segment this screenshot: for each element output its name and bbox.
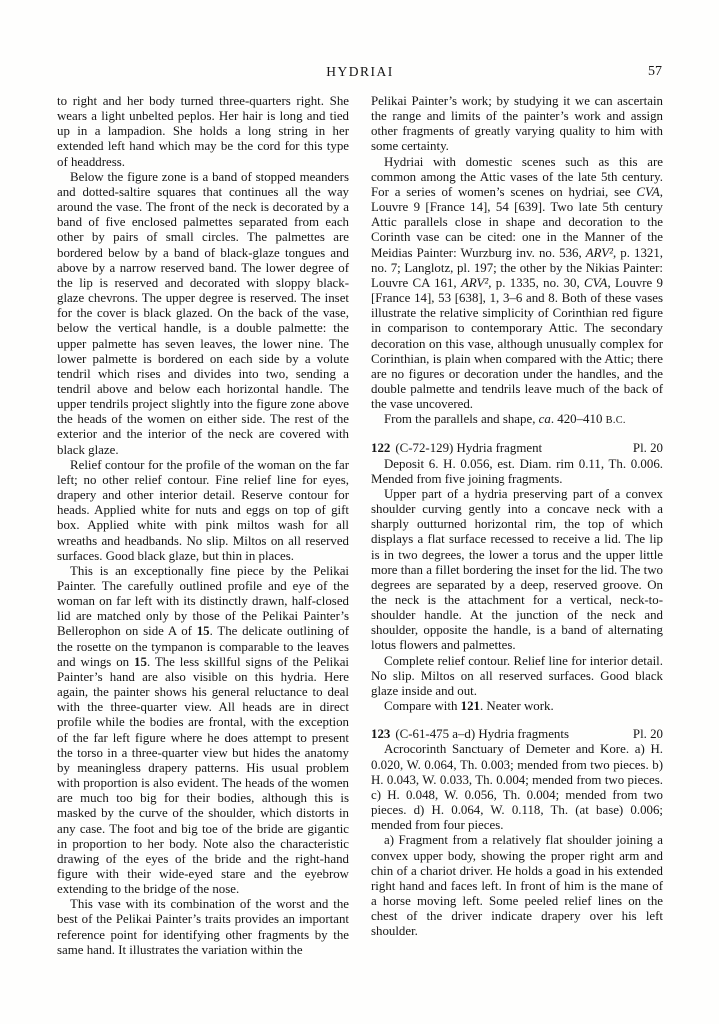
text-run: ARV² <box>460 275 489 290</box>
right-column <box>371 94 663 958</box>
text-run: a) Fragment from a relatively flat shoulder joining a convex upper body, showing the proper right arm and chin of a chariot driver. He holds a goad in his extended right hand and faces left. In front of him is the mane of a horse moving left. Some peeled relief lines on the chest of the driver indicate drapery over his left shoulder. <box>371 833 663 939</box>
entry-title: (C-61-475 a–d) Hydria fragments <box>395 727 569 742</box>
text-run: , Louvre 9 [France 14], 53 [638], 1, 3–6 and 8. Both of these vases illustrate the relative simplicity of Corinthian red figure in comparison to contemporary Attic. The secondary decoration on this vase, although unusually complex for Corinthian, is plain when compared with the Attic; there are no figures or decoration under the handles, and the double palmette and tendrils leave much of the back of the vase uncovered. <box>371 275 663 412</box>
text-run: . Neater work. <box>479 699 554 714</box>
left-column <box>57 94 349 958</box>
plate-reference: Pl. 20 <box>632 441 663 456</box>
text-run: 15 <box>196 624 210 639</box>
text-run: Acrocorinth Sanctuary of Demeter and Kore. a) H. 0.020, W. 0.064, Th. 0.003; mended from two pieces. b) H. 0.043, W. 0.033, Th. 0.004; mended from two pieces. c) H. 0.048, W. 0.056, Th. 0.004; mended from two pieces. d) H. 0.064, W. 0.118, Th. (at base) 0.006; mended from four pieces. <box>371 742 663 833</box>
paragraph <box>371 654 663 699</box>
paragraph <box>371 94 663 155</box>
entry-123-heading <box>371 727 663 742</box>
text-run: This is an exceptionally fine piece by the Pelikai Painter. The carefully outlined profile and eye of the woman on far left with its distinctly drawn, half-closed lid are matched only by those of the Pelikai Painter’s Bellerophon on side A of <box>57 563 349 639</box>
text-run: , p. 1335, no. 30, <box>488 275 585 290</box>
text-run: Below the figure zone is a band of stopped meanders and dotted-saltire squares that continues all the way around the vase. The front of the neck is decorated by a band of five enclosed palmettes separated from each other by pairs of small circles. The palmettes are bordered below by a band of black-glaze tongues and above by a narrow reserved band. The lower degree of the lip is reserved and decorated with sloppy black-glaze chevrons. The upper degree is reserved. The inset for the cover is black glazed. On the back of the vase, below the vertical handle, is a double palmette: the upper palmette has seven leaves, the lower nine. The lower palmette is bordered on each side by a volute tendril which rises and divides into two, sending a tendril above and below each horizontal handle. The upper tendrils project slightly into the figure zone above the heads of the women on either side. The rest of the exterior and the interior of the neck are covered with black glaze. <box>57 169 349 457</box>
paragraph <box>371 412 663 428</box>
paragraph <box>371 155 663 413</box>
text-run: Complete relief contour. Relief line for interior detail. No slip. Miltos on all reserved surfaces. Good black glaze inside and out. <box>371 653 663 698</box>
text-run: . The less skillful signs of the Pelikai Painter’s hand are also visible on this hydria. Here again, the painter shows his general reluctance to deal with the three-quarter view. All heads are in direct profile while the bodies are frontal, with the exception of the far left figure where he does attempt to present the torso in a three-quarter view but hides the anatomy by meaningless drapery patterns. His usual problem with proportion is also evident. The heads of the women are much too big for their bodies, although this is masked by the curve of the shoulder, which distorts in any case. The foot and big toe of the bride are gigantic in proportion to her body. Note also the characteristic drawing of the eyes of the bride and the right-hand figure with their wide-eyed stare and the eyebrow extending to the bridge of the nose. <box>57 654 350 897</box>
text-run: From the parallels and shape, <box>384 412 539 427</box>
text-body <box>57 94 663 958</box>
text-run: 121 <box>460 699 480 714</box>
paragraph <box>371 742 663 833</box>
text-run: ARV² <box>585 245 613 260</box>
text-run: ca <box>538 412 551 427</box>
text-run: Hydriai with domestic scenes such as this are common among the Attic vases of the late 5th century. For a series of women’s scenes on hydriai, see <box>371 154 663 199</box>
paragraph <box>57 564 349 897</box>
entry-number: 122 <box>371 441 391 456</box>
paragraph <box>371 833 663 939</box>
page-number: 57 <box>648 64 662 79</box>
paragraph <box>57 94 349 170</box>
text-run: Compare with <box>384 699 461 714</box>
entry-number: 123 <box>371 727 391 742</box>
text-run: , p. 1321, no. 7; Langlotz, pl. 197; the other by the Nikias Painter: Louvre CA 161, <box>371 245 663 290</box>
paragraph <box>371 699 663 714</box>
text-run: Deposit 6. H. 0.056, est. Diam. rim 0.11, Th. 0.006. Mended from five joining fragments. <box>371 456 663 486</box>
plate-reference: Pl. 20 <box>632 727 663 742</box>
paragraph <box>371 487 663 654</box>
text-run: Relief contour for the profile of the woman on the far left; no other relief contour. Fine relief line for eyes, drapery and other interior detail. Reserve contour for heads. Applied white for nuts and eggs on top of gift box. Applied white with pink miltos wash for all wreaths and headbands. No slip. Miltos on all reserved surfaces. Good black glaze, but thin in places. <box>57 457 349 563</box>
running-head <box>57 64 663 82</box>
text-run: . The delicate outlining of the rosette on the tympanon is comparable to the leaves and wings on <box>57 624 349 669</box>
text-run: , Louvre 9 [France 14], 54 [639]. Two late 5th century Attic parallels close in shape and decoration to the Corinth vase can be cited: one in the Manner of the Meidias Painter: Wurzburg inv. no. 536, <box>371 184 663 260</box>
text-run: This vase with its combination of the worst and the best of the Pelikai Painter’s traits provides an important reference point for identifying other fragments by the same hand. It illustrates the variation within the <box>57 897 349 957</box>
entry-122-heading <box>371 441 663 456</box>
text-run: . 420–410 <box>550 412 606 427</box>
text-run: CVA <box>636 184 660 199</box>
page-title: HYDRIAI <box>326 64 394 79</box>
text-run: to right and her body turned three-quarters right. She wears a light unbelted peplos. Her hair is long and tied up in a lampadion. She holds a long string in her extended left hand which may be the cord for this type of headdress. <box>57 94 349 169</box>
text-run: Pelikai Painter’s work; by studying it we can ascertain the range and limits of the painter’s work and assign other fragments of greatly varying quality to him with some certainty. <box>371 94 663 154</box>
text-run: CVA <box>584 275 608 290</box>
paragraph <box>57 170 349 458</box>
paragraph <box>371 457 663 487</box>
text-run: 15 <box>134 654 147 669</box>
paragraph <box>57 897 349 958</box>
text-run: Upper part of a hydria preserving part of a convex shoulder curving gently into a concave neck with a sharply outturned horizontal rim, the top of which displays a flat surface recessed to receive a lid. The lip is in two degrees, the lower a torus and the upper little more than a fillet bordering the inset for the lid. The two degrees are separated by a deep, reserved groove. On the neck is the attachment for a vertical, neck-to-shoulder handle. At the junction of the neck and shoulder, opposite the handle, is a band of alternating lotus flowers and palmettes. <box>371 486 663 653</box>
paragraph <box>57 458 349 564</box>
text-run: B.C. <box>605 415 626 427</box>
entry-title: (C-72-129) Hydria fragment <box>395 441 543 456</box>
